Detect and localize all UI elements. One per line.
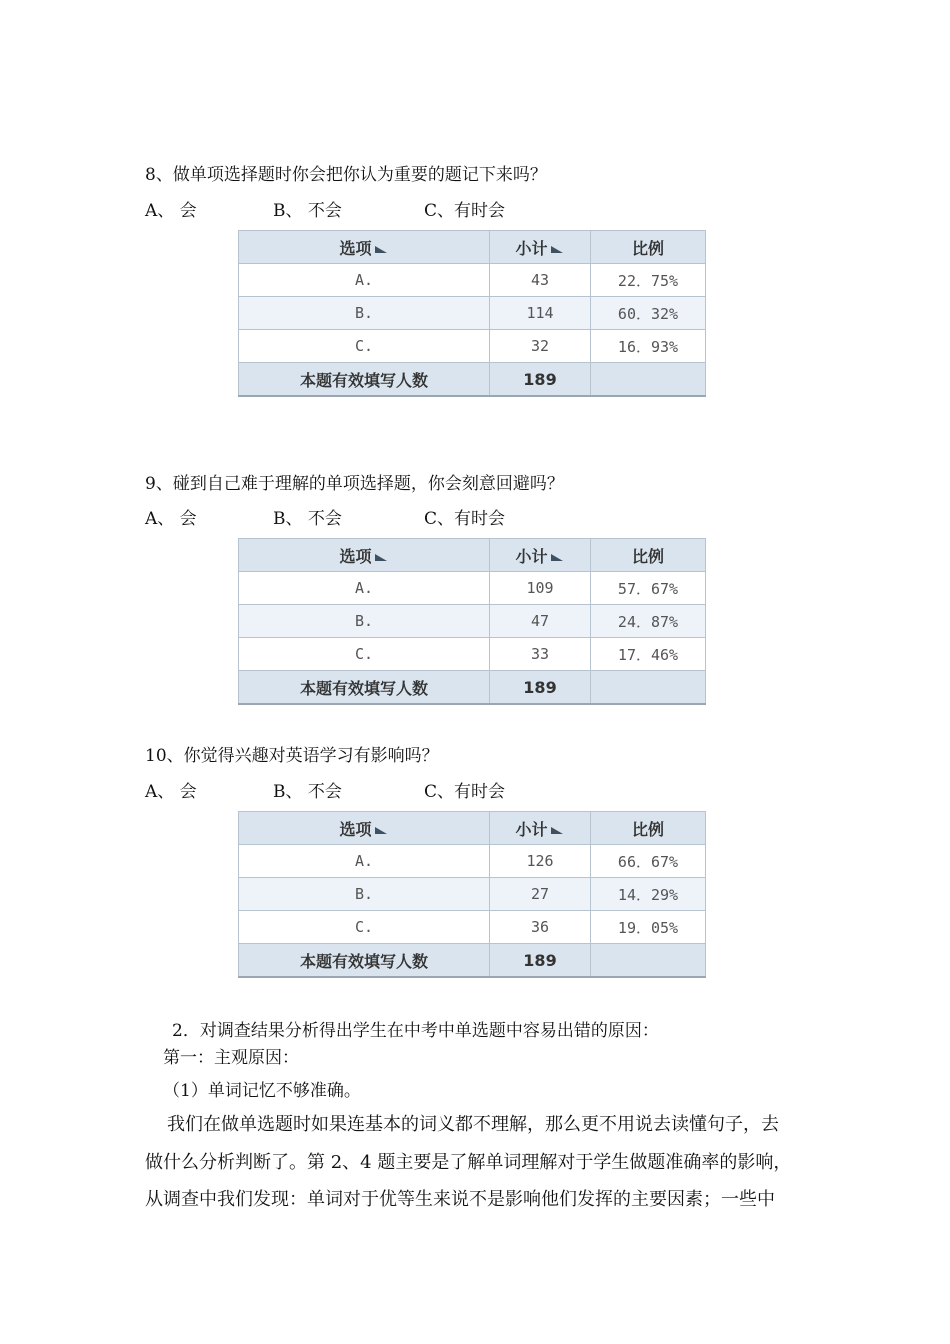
analysis-line-2: 做什么分析判断了。第 2、4 题主要是了解单词理解对于学生做题准确率的影响， <box>145 1152 792 1173</box>
table-row <box>239 845 706 878</box>
header-ratio: 比例 <box>591 539 706 572</box>
cell-ratio: 24．87% <box>591 605 706 638</box>
table-row <box>239 330 706 363</box>
cell-ratio: 16．93% <box>591 330 706 363</box>
analysis-point: （1）单词记忆不够准确。 <box>163 1081 361 1101</box>
option-b: B、 不会 <box>273 782 342 802</box>
option-a: A、 会 <box>145 782 197 802</box>
table-row <box>239 605 706 638</box>
cell-option: C. <box>239 330 490 363</box>
table-row <box>239 297 706 330</box>
total-value: 189 <box>490 671 591 705</box>
cell-option: A. <box>239 845 490 878</box>
header-count[interactable]: 小计 <box>490 231 591 264</box>
sort-triangle-icon[interactable] <box>549 825 565 835</box>
sort-triangle-icon[interactable] <box>549 552 565 562</box>
cell-option: A. <box>239 264 490 297</box>
table-header-row <box>239 539 706 572</box>
table-row <box>239 911 706 944</box>
cell-count: 109 <box>490 572 591 605</box>
total-value: 189 <box>490 944 591 978</box>
cell-count: 33 <box>490 638 591 671</box>
total-empty <box>591 363 706 397</box>
total-label: 本题有效填写人数 <box>239 363 490 397</box>
header-ratio: 比例 <box>591 231 706 264</box>
question-9-table <box>238 538 706 705</box>
question-10-table <box>238 811 706 978</box>
option-a: A、 会 <box>145 509 197 529</box>
option-c: C、有时会 <box>424 201 506 221</box>
cell-option: B. <box>239 605 490 638</box>
total-empty <box>591 671 706 705</box>
header-count[interactable]: 小计 <box>490 539 591 572</box>
analysis-heading: 2．对调查结果分析得出学生在中考中单选题中容易出错的原因： <box>172 1021 659 1041</box>
total-label: 本题有效填写人数 <box>239 944 490 978</box>
cell-ratio: 17．46% <box>591 638 706 671</box>
total-empty <box>591 944 706 978</box>
sort-triangle-icon[interactable] <box>373 825 389 835</box>
analysis-line-1: 我们在做单选题时如果连基本的词义都不理解，那么更不用说去读懂句子，去 <box>167 1114 779 1135</box>
cell-count: 126 <box>490 845 591 878</box>
cell-option: B. <box>239 297 490 330</box>
header-option[interactable]: 选项 <box>239 231 490 264</box>
cell-option: C. <box>239 911 490 944</box>
cell-ratio: 57．67% <box>591 572 706 605</box>
cell-ratio: 66．67% <box>591 845 706 878</box>
table-header-row <box>239 231 706 264</box>
cell-count: 47 <box>490 605 591 638</box>
cell-ratio: 14．29% <box>591 878 706 911</box>
option-c: C、有时会 <box>424 782 506 802</box>
cell-ratio: 60．32% <box>591 297 706 330</box>
header-count[interactable]: 小计 <box>490 812 591 845</box>
cell-ratio: 22．75% <box>591 264 706 297</box>
table-header-row <box>239 812 706 845</box>
cell-count: 32 <box>490 330 591 363</box>
header-option[interactable]: 选项 <box>239 812 490 845</box>
table-row <box>239 638 706 671</box>
option-a: A、 会 <box>145 201 197 221</box>
analysis-line-3: 从调查中我们发现：单词对于优等生来说不是影响他们发挥的主要因素；一些中 <box>145 1189 775 1210</box>
cell-count: 36 <box>490 911 591 944</box>
option-b: B、 不会 <box>273 509 342 529</box>
table-total-row <box>239 944 706 978</box>
total-label: 本题有效填写人数 <box>239 671 490 705</box>
table-row <box>239 264 706 297</box>
header-ratio: 比例 <box>591 812 706 845</box>
sort-triangle-icon[interactable] <box>549 244 565 254</box>
option-c: C、有时会 <box>424 509 506 529</box>
cell-count: 43 <box>490 264 591 297</box>
table-total-row <box>239 671 706 705</box>
cell-option: C. <box>239 638 490 671</box>
cell-count: 114 <box>490 297 591 330</box>
cell-option: B. <box>239 878 490 911</box>
sort-triangle-icon[interactable] <box>373 244 389 254</box>
table-total-row <box>239 363 706 397</box>
cell-ratio: 19．05% <box>591 911 706 944</box>
question-9-title: 9、碰到自己难于理解的单项选择题，你会刻意回避吗？ <box>145 474 564 494</box>
question-8-table <box>238 230 706 397</box>
header-option[interactable]: 选项 <box>239 539 490 572</box>
table-row <box>239 572 706 605</box>
question-10-title: 10、你觉得兴趣对英语学习有影响吗？ <box>145 746 439 766</box>
table-row <box>239 878 706 911</box>
analysis-subheading: 第一：主观原因： <box>163 1048 299 1068</box>
total-value: 189 <box>490 363 591 397</box>
cell-option: A. <box>239 572 490 605</box>
question-8-title: 8、做单项选择题时你会把你认为重要的题记下来吗？ <box>145 165 547 185</box>
option-b: B、 不会 <box>273 201 342 221</box>
cell-count: 27 <box>490 878 591 911</box>
sort-triangle-icon[interactable] <box>373 552 389 562</box>
